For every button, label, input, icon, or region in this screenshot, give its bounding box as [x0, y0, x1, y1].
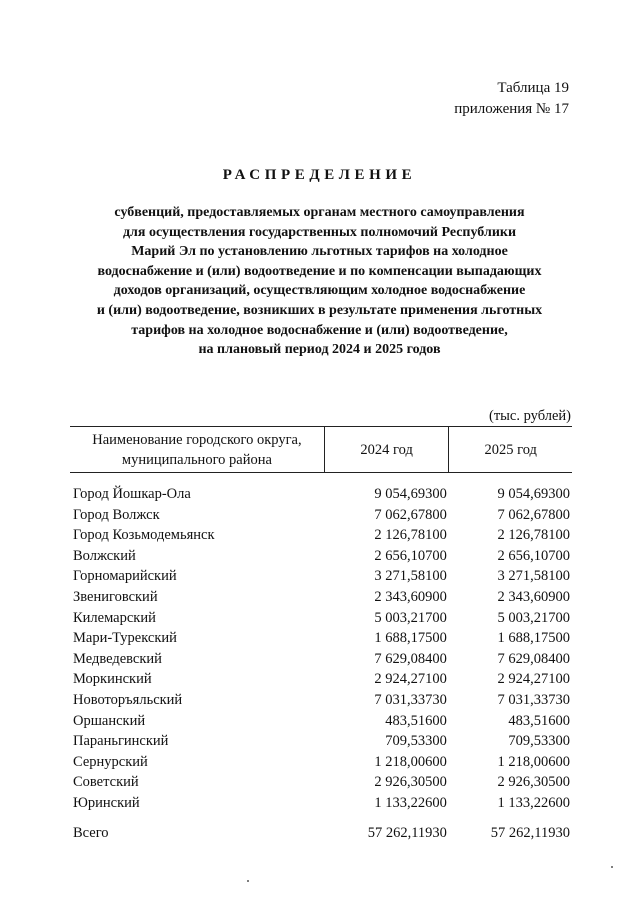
- units-label: (тыс. рублей): [489, 408, 571, 424]
- table-row: [70, 587, 572, 608]
- municipality-name: Медведевский: [73, 650, 162, 667]
- municipality-name: Горномарийский: [73, 568, 177, 585]
- value-2025: 2 656,10700: [497, 547, 570, 564]
- value-2024: 2 924,27100: [374, 671, 447, 688]
- value-2025: 1 688,17500: [497, 630, 570, 647]
- value-2024: 9 054,69300: [374, 486, 447, 502]
- table-row: [70, 731, 572, 752]
- value-2025: 483,51600: [508, 712, 570, 729]
- value-2024: 2 343,60900: [374, 588, 447, 605]
- total-label: Всего: [73, 825, 109, 842]
- municipality-name: Килемарский: [73, 609, 156, 626]
- column-header-2025: 2025 год: [449, 427, 572, 473]
- table-row: [70, 649, 572, 670]
- total-2024: 57 262,11930: [367, 825, 447, 842]
- column-header-name: [70, 427, 324, 473]
- document-subtitle: [40, 203, 599, 360]
- municipality-name: Сернурский: [73, 753, 148, 770]
- value-2024: 1 133,22600: [374, 794, 447, 811]
- value-2025: 2 126,78100: [497, 527, 570, 544]
- value-2025: 2 343,60900: [497, 588, 570, 605]
- value-2025: 709,53300: [508, 733, 570, 750]
- municipality-name: Город Козьмодемьянск: [73, 527, 215, 544]
- subtitle-line: доходов организаций, осуществляющим холодное водоснабжение: [113, 283, 526, 299]
- subtitle-line: на плановый период 2024 и 2025 годов: [198, 342, 441, 358]
- value-2024: 2 656,10700: [374, 547, 447, 564]
- municipality-name: Город Йошкар-Ола: [73, 486, 191, 502]
- table-reference: [454, 78, 569, 120]
- value-2024: 7 031,33730: [374, 691, 447, 708]
- value-2025: 7 031,33730: [497, 691, 570, 708]
- municipality-name: Мари-Турекский: [73, 630, 177, 647]
- document-title: РАСПРЕДЕЛЕНИЕ: [222, 167, 417, 183]
- column-header-2024: 2024 год: [324, 427, 449, 473]
- subsidy-table: [70, 426, 572, 845]
- subtitle-line: Марий Эл по установлению льготных тарифов на холодное: [131, 244, 508, 260]
- table-row: [70, 546, 572, 567]
- table-header-row: [70, 427, 572, 473]
- subtitle-line: водоснабжение и (или) водоотведение и по компенсации выпадающих: [97, 263, 542, 279]
- scan-speck: [611, 866, 613, 868]
- subtitle-line: для осуществления государственных полномочий Республики: [122, 224, 517, 240]
- column-header-name-line1: Наименование городского округа,: [92, 431, 302, 448]
- value-2025: 2 924,27100: [497, 671, 570, 688]
- table-row: [70, 711, 572, 732]
- value-2024: 5 003,21700: [374, 609, 447, 626]
- table-row: [70, 752, 572, 773]
- value-2024: 2 126,78100: [374, 527, 447, 544]
- value-2024: 1 218,00600: [374, 753, 447, 770]
- value-2024: 1 688,17500: [374, 630, 447, 647]
- municipality-name: Звениговский: [73, 588, 158, 605]
- value-2025: 5 003,21700: [497, 609, 570, 626]
- value-2024: 709,53300: [385, 733, 447, 750]
- value-2024: 7 629,08400: [374, 650, 447, 667]
- table-row: [70, 484, 572, 505]
- value-2025: 3 271,58100: [497, 568, 570, 585]
- value-2025: 7 629,08400: [497, 650, 570, 667]
- municipality-name: Оршанский: [73, 712, 146, 729]
- municipality-name: Советский: [73, 774, 139, 791]
- table-body: [70, 473, 572, 845]
- value-2024: 483,51600: [385, 712, 447, 729]
- value-2025: 1 133,22600: [497, 794, 570, 811]
- table-row: [70, 793, 572, 814]
- table-row: [70, 628, 572, 649]
- value-2024: 2 926,30500: [374, 774, 447, 791]
- value-2024: 3 271,58100: [374, 568, 447, 585]
- table-row: [70, 566, 572, 587]
- appendix-number: приложения № 17: [454, 101, 569, 117]
- table-row: [70, 608, 572, 629]
- value-2025: 9 054,69300: [497, 486, 570, 502]
- scan-speck: [247, 880, 249, 882]
- value-2024: 7 062,67800: [374, 506, 447, 523]
- table-number: Таблица 19: [497, 80, 569, 96]
- table-total-row: [70, 823, 572, 845]
- municipality-name: Город Волжск: [73, 506, 160, 523]
- municipality-name: Параньгинский: [73, 733, 169, 750]
- table-row: [70, 669, 572, 690]
- subtitle-line: тарифов на холодное водоснабжение и (или) водоотведение,: [131, 322, 508, 338]
- municipality-name: Волжский: [73, 547, 136, 564]
- value-2025: 7 062,67800: [497, 506, 570, 523]
- value-2025: 2 926,30500: [497, 774, 570, 791]
- table-row: [70, 525, 572, 546]
- municipality-name: Новоторъяльский: [73, 691, 183, 708]
- municipality-name: Юринский: [73, 794, 140, 811]
- total-2025: 57 262,11930: [490, 825, 570, 842]
- table-row: [70, 505, 572, 526]
- table-row: [70, 772, 572, 793]
- subtitle-line: субвенций, предоставляемых органам местного самоуправления: [114, 205, 525, 220]
- subtitle-line: и (или) водоотведение, возникших в результате применения льготных: [96, 302, 543, 318]
- table-row: [70, 690, 572, 711]
- column-header-name-line2: муниципального района: [121, 451, 272, 468]
- municipality-name: Моркинский: [73, 671, 152, 688]
- value-2025: 1 218,00600: [497, 753, 570, 770]
